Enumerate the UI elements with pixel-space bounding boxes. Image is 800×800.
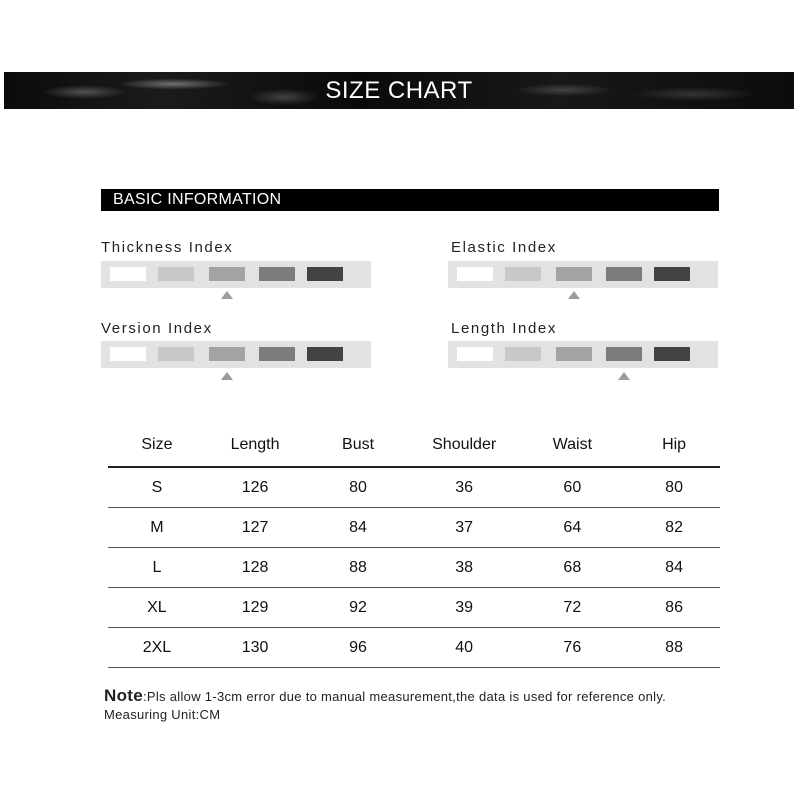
cell-length: 130 — [206, 628, 304, 668]
header-hip: Hip — [662, 436, 687, 453]
table-row — [108, 467, 720, 508]
index-level-3 — [209, 267, 245, 281]
note-text: :Pls allow 1-3cm error due to manual measurement,the data is used for reference only. — [142, 689, 667, 704]
table-row — [108, 548, 720, 588]
cell-size: XL — [108, 588, 206, 628]
length-index-scale — [448, 341, 718, 368]
version-index-label: Version Index — [101, 320, 213, 337]
cell-shoulder: 37 — [412, 508, 517, 548]
note-line — [104, 686, 666, 706]
elastic-index-marker — [568, 291, 580, 299]
cell-bust: 80 — [304, 467, 412, 508]
measuring-unit: Measuring Unit:CM — [104, 707, 221, 722]
table-row — [108, 628, 720, 668]
index-level-4 — [606, 347, 642, 361]
header-waist: Waist — [552, 436, 593, 453]
table-row — [108, 508, 720, 548]
index-level-5 — [307, 347, 343, 361]
cell-size: S — [108, 467, 206, 508]
index-level-2 — [158, 347, 194, 361]
cell-bust: 84 — [304, 508, 412, 548]
header-size: Size — [141, 436, 173, 453]
index-level-1 — [110, 267, 146, 281]
cell-waist: 68 — [517, 548, 629, 588]
cell-shoulder: 40 — [412, 628, 517, 668]
cell-size: 2XL — [108, 628, 206, 668]
cell-waist: 60 — [517, 467, 629, 508]
index-level-5 — [654, 267, 690, 281]
cell-hip: 82 — [628, 508, 720, 548]
header-length: Length — [230, 436, 280, 453]
note-label: Note — [104, 686, 143, 705]
cell-length: 128 — [206, 548, 304, 588]
cell-hip: 88 — [628, 628, 720, 668]
size-table — [108, 424, 720, 668]
thickness-index-marker — [221, 291, 233, 299]
cell-length: 127 — [206, 508, 304, 548]
index-level-3 — [209, 347, 245, 361]
header-shoulder: Shoulder — [432, 436, 497, 453]
table-row — [108, 588, 720, 628]
size-chart-banner — [4, 72, 794, 109]
version-index-scale — [101, 341, 371, 368]
index-level-5 — [307, 267, 343, 281]
cell-shoulder: 36 — [412, 467, 517, 508]
version-index-marker — [221, 372, 233, 380]
index-level-1 — [457, 347, 493, 361]
index-level-2 — [505, 267, 541, 281]
index-level-5 — [654, 347, 690, 361]
index-level-4 — [259, 267, 295, 281]
length-index-marker — [618, 372, 630, 380]
index-level-3 — [556, 267, 592, 281]
cell-length: 129 — [206, 588, 304, 628]
cell-hip: 80 — [628, 467, 720, 508]
cell-shoulder: 39 — [412, 588, 517, 628]
index-level-4 — [606, 267, 642, 281]
header-bust: Bust — [342, 436, 375, 453]
table-header-row — [108, 424, 720, 467]
cell-bust: 92 — [304, 588, 412, 628]
basic-information-bar — [101, 189, 719, 211]
cell-size: L — [108, 548, 206, 588]
cell-bust: 88 — [304, 548, 412, 588]
cell-length: 126 — [206, 467, 304, 508]
thickness-index-scale — [101, 261, 371, 288]
length-index-label: Length Index — [451, 320, 557, 337]
thickness-index-label: Thickness Index — [101, 239, 234, 256]
cell-hip: 86 — [628, 588, 720, 628]
banner-title: SIZE CHART — [325, 77, 473, 104]
index-level-2 — [158, 267, 194, 281]
cell-bust: 96 — [304, 628, 412, 668]
cell-waist: 64 — [517, 508, 629, 548]
cell-shoulder: 38 — [412, 548, 517, 588]
index-level-1 — [457, 267, 493, 281]
elastic-index-scale — [448, 261, 718, 288]
elastic-index-label: Elastic Index — [451, 239, 557, 256]
cell-waist: 72 — [517, 588, 629, 628]
index-level-1 — [110, 347, 146, 361]
index-level-3 — [556, 347, 592, 361]
index-level-2 — [505, 347, 541, 361]
cell-waist: 76 — [517, 628, 629, 668]
index-level-4 — [259, 347, 295, 361]
cell-size: M — [108, 508, 206, 548]
basic-information-title: BASIC INFORMATION — [113, 191, 282, 208]
cell-hip: 84 — [628, 548, 720, 588]
